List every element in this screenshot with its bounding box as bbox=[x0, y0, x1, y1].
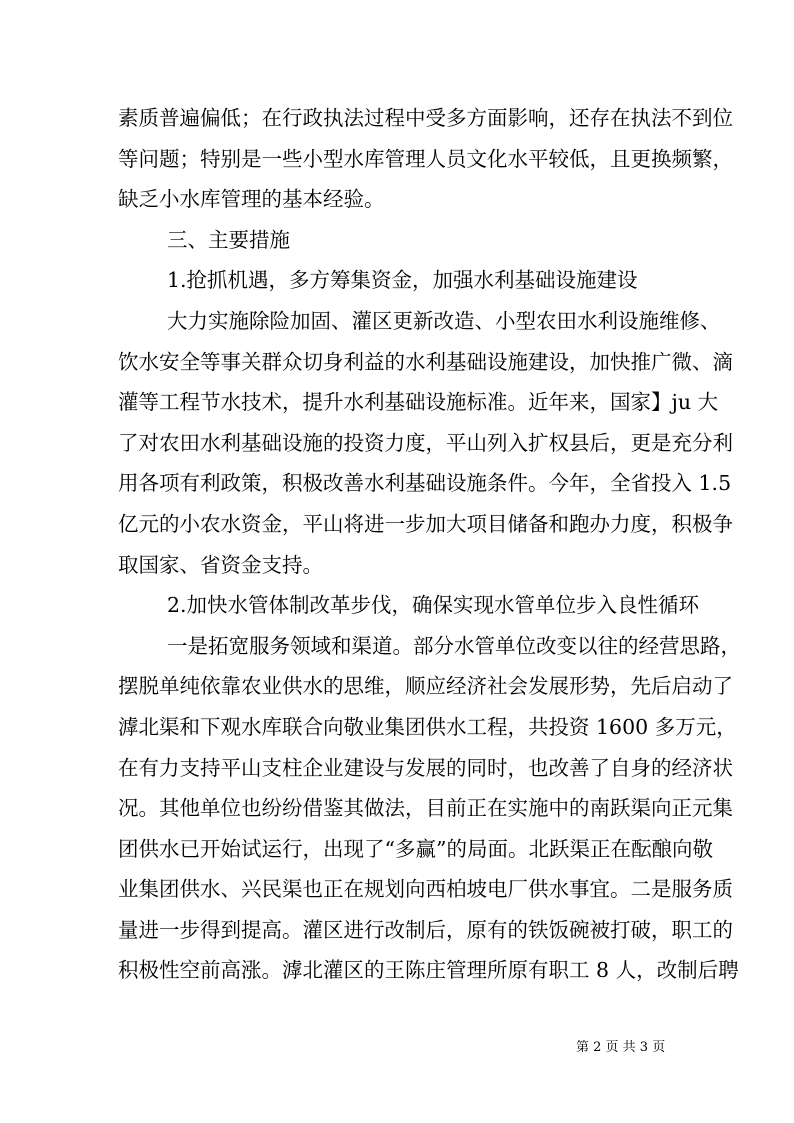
text-line: 在有力支持平山支柱企业建设与发展的同时，也改善了自身的经济状 bbox=[118, 755, 733, 780]
text-line: 饮水安全等事关群众切身利益的水利基础设施建设，加快推广微、滴 bbox=[118, 349, 733, 374]
text-line: 积极性空前高涨。滹北灌区的王陈庄管理所原有职工 8 人，改制后聘 bbox=[118, 958, 739, 983]
text-line: 等问题；特别是一些小型水库管理人员文化水平较低，且更换频繁， bbox=[118, 146, 733, 171]
text-line: 亿元的小农水资金，平山将进一步加大项目储备和跑办力度，积极争 bbox=[118, 511, 733, 536]
text-line: 量进一步得到提高。灌区进行改制后，原有的铁饭碗被打破，职工的 bbox=[118, 917, 733, 942]
text-line: 一是拓宽服务领域和渠道。部分水管单位改变以往的经营思路， bbox=[167, 633, 741, 658]
section-heading: 三、主要措施 bbox=[167, 227, 290, 252]
text-line: 取国家、省资金支持。 bbox=[118, 552, 323, 577]
text-line: 摆脱单纯依靠农业供水的思维，顺应经济社会发展形势，先后启动了 bbox=[118, 674, 733, 699]
text-line: 缺乏小水库管理的基本经验。 bbox=[118, 187, 385, 212]
text-line: 用各项有利政策，积极改善水利基础设施条件。今年，全省投入 1.5 bbox=[118, 471, 732, 496]
text-line: 滹北渠和下观水库联合向敬业集团供水工程，共投资 1600 多万元， bbox=[118, 714, 737, 739]
body-text bbox=[118, 98, 741, 991]
text-line: 业集团供水、兴民渠也正在规划向西柏坡电厂供水事宜。二是服务质 bbox=[118, 877, 733, 902]
subsection-heading: 2.加快水管体制改革步伐，确保实现水管单位步入良性循环 bbox=[167, 593, 700, 618]
text-line: 大力实施除险加固、灌区更新改造、小型农田水利设施维修、 bbox=[167, 308, 721, 333]
text-line: 素质普遍偏低；在行政执法过程中受多方面影响，还存在执法不到位 bbox=[118, 106, 733, 130]
text-line: 了对农田水利基础设施的投资力度，平山列入扩权县后，更是充分利 bbox=[118, 430, 733, 455]
text-line: 况。其他单位也纷纷借鉴其做法，目前正在实施中的南跃渠向正元集 bbox=[118, 796, 733, 821]
text-line: 灌等工程节水技术，提升水利基础设施标准。近年来，国家】ju 大 bbox=[118, 390, 719, 415]
subsection-heading: 1.抢抓机遇，多方筹集资金，加强水利基础设施建设 bbox=[167, 268, 638, 293]
text-line: 团供水已开始试运行，出现了“多赢”的局面。北跃渠正在酝酿向敬 bbox=[118, 836, 713, 861]
page-number-footer: 第 2 页 共 3 页 bbox=[576, 1040, 666, 1055]
